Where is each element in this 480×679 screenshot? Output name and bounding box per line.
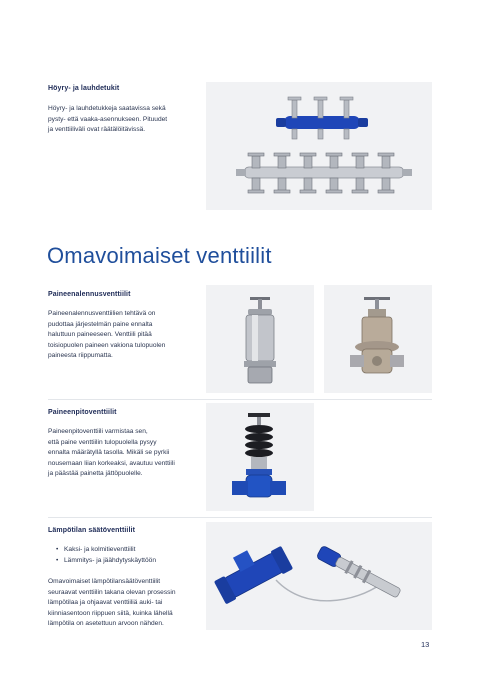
blue-manifold: [276, 97, 368, 139]
text-line: että paine venttiilin tulopuolella pysyy: [48, 438, 157, 446]
pressure-reducing-text: [48, 309, 198, 362]
manifold-illustration: [206, 82, 432, 210]
temperature-valve-image: [206, 522, 432, 630]
text-line: ennalta määrätyllä tasolla. Mikäli se pyrkii: [48, 449, 170, 457]
text-line: Höyry- ja lauhdetukkeja saatavissa sekä: [48, 105, 166, 112]
page-number: 13: [421, 640, 430, 649]
text-line: kiinniasentoon riippuen siitä, kuinka lähellä: [48, 609, 173, 617]
bullet-item: • Lämmitys- ja jäähdytyskäyttöön: [64, 556, 206, 567]
pressure-reducing-valve-image: [206, 285, 314, 393]
section-title: Omavoimaiset venttiilit: [47, 243, 272, 268]
temperature-control-heading: Lämpötilan säätöventtiilit: [48, 527, 135, 534]
text-line: Omavoimaiset lämpötilansäätöventtiilit: [48, 578, 161, 585]
text-line: ja venttiiliväli ovat räätälöitävissä.: [48, 126, 146, 134]
text-line: paineesta riippumatta.: [48, 352, 113, 360]
text-line: lämpötilaa ja ohjaavat venttiiliä auki- tai: [48, 599, 163, 607]
pressure-holding-heading: Paineenpitoventtiilit: [48, 409, 117, 416]
text-line: ja päästää painetta jättöpuolelle.: [48, 470, 143, 478]
text-line: Paineenpitoventtiili varmistaa sen,: [48, 428, 148, 435]
text-line: seuraavat venttiilin takana olevan prosessin: [48, 588, 176, 596]
reducing-valve-illustration: [206, 285, 314, 393]
divider: [48, 399, 432, 400]
text-line: haluttuun paineeseen. Venttiili pitää: [48, 331, 152, 339]
pressure-reducing-valve-image-2: [324, 285, 432, 393]
sensor-actuator: [316, 545, 402, 600]
blue-valve: [208, 535, 293, 604]
reducing-valve-illustration-2: [324, 285, 432, 393]
holding-valve-illustration: [206, 403, 314, 511]
pressure-holding-valve-image: [206, 403, 314, 511]
steam-supports-text: [48, 104, 198, 136]
text-line: pysty- että vaaka-asennukseen. Pituudet: [48, 115, 168, 123]
text-line: lämpötila on asetettuun arvoon nähden.: [48, 620, 164, 628]
temperature-control-text: [48, 577, 204, 630]
steel-manifold: [236, 153, 412, 193]
bullet-item: • Kaksi- ja kolmitieventtiilit: [64, 545, 206, 556]
temperature-valve-illustration: [206, 522, 432, 630]
pressure-holding-text: [48, 427, 200, 480]
steam-supports-heading: Höyry- ja lauhdetukit: [48, 85, 120, 92]
text-line: toisiopuolen paineen vakiona tulopuolen: [48, 341, 166, 349]
text-line: nousemaan liian korkeaksi, avautuu venttiili: [48, 459, 175, 467]
divider: [48, 517, 432, 518]
temperature-control-bullets: [56, 545, 206, 566]
pressure-reducing-heading: Paineenalennusventtiilit: [48, 291, 131, 298]
text-line: pudottaa järjestelmän paine ennalta: [48, 320, 153, 328]
text-line: Paineenalennusventtiilien tehtävä on: [48, 310, 156, 317]
steam-supports-image: [206, 82, 432, 210]
